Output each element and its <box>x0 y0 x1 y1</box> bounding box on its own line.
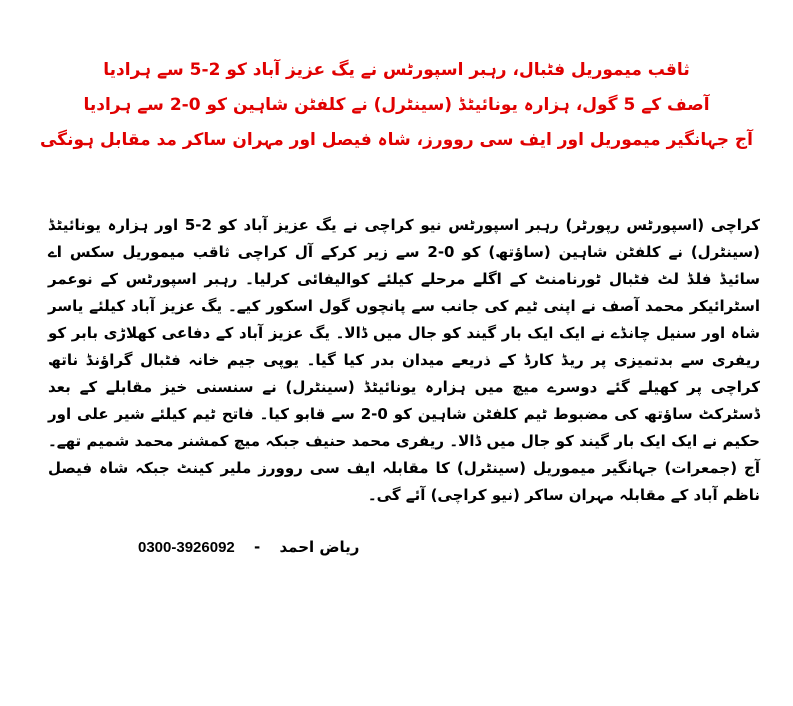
headline-2: آصف کے 5 گول، ہزارہ یونائیٹڈ (سینٹرل) نے کلفٹن شاہین کو 0-2 سے ہرادیا <box>83 95 710 115</box>
headline-3: آج جہانگیر میموریل اور ایف سی روورز، شاہ فیصل اور مہران ساکر مد مقابل ہونگی <box>39 130 754 150</box>
article-paragraph: کراچی (اسپورٹس رپورٹر) رہبر اسپورٹس نیو کراچی نے یگ عزیز آباد کو 2-5 اور ہزارہ یونائیٹڈ (سینٹرل) نے کلفٹن شاہین (ساؤتھ) کو 0-2 سے زیر کرکے آل کراچی ثاقب میموریل سکس اے سائیڈ فلڈ لٹ فٹبال ٹورنامنٹ کے اگلے مرحلے کیلئے کوالیفائی کرلیا۔ رہبر اسپورٹس کے نوعمر اسٹرائیکر محمد آصف نے اپنی ٹیم کی جانب سے پانچوں گول اسکور کیے۔ یگ عزیز آباد کیلئے یاسر شاہ اور سنیل چانڈے نے ایک ایک بار گیند کو جال میں ڈالا۔ یگ عزیز آباد کے دفاعی کھلاڑی بابر کو ریفری سے بدتمیزی پر ریڈ کارڈ کے ذریعے میدان بدر کیا گیا۔ یوپی جیم خانہ فٹبال گراؤنڈ ناتھ کراچی پر کھیلے گئے دوسرے میچ میں ہزارہ یونائیٹڈ (سینٹرل) نے سنسنی خیز مقابلے کے بعد ڈسٹرکٹ ساؤتھ کی مضبوط ٹیم کلفٹن شاہین کو 0-2 سے قابو کیا۔ فاتح ٹیم کیلئے شیر علی اور حکیم نے ایک ایک بار گیند کو جال میں ڈالا۔ ریفری محمد حنیف جبکہ میچ کمشنر محمد شمیم تھے۔ آج (جمعرات) جہانگیر میموریل (سینٹرل) کا مقابلہ ایف سی روورز ملیر کینٹ جبکہ شاہ فیصل ناظم آباد کے مقابلہ مہران ساکر (نیو کراچی) آئے گی۔ <box>48 216 761 504</box>
byline-separator: - <box>254 538 261 556</box>
headline-1: ثاقب میموریل فٹبال، رہبر اسپورٹس نے یگ عزیز آباد کو 2-5 سے ہرادیا <box>103 60 690 80</box>
article-body <box>48 212 760 509</box>
byline-author: ریاض احمد <box>279 538 360 556</box>
headline-group <box>0 60 793 165</box>
byline-phone: 0300-3926092 <box>138 539 235 556</box>
byline <box>138 538 378 556</box>
